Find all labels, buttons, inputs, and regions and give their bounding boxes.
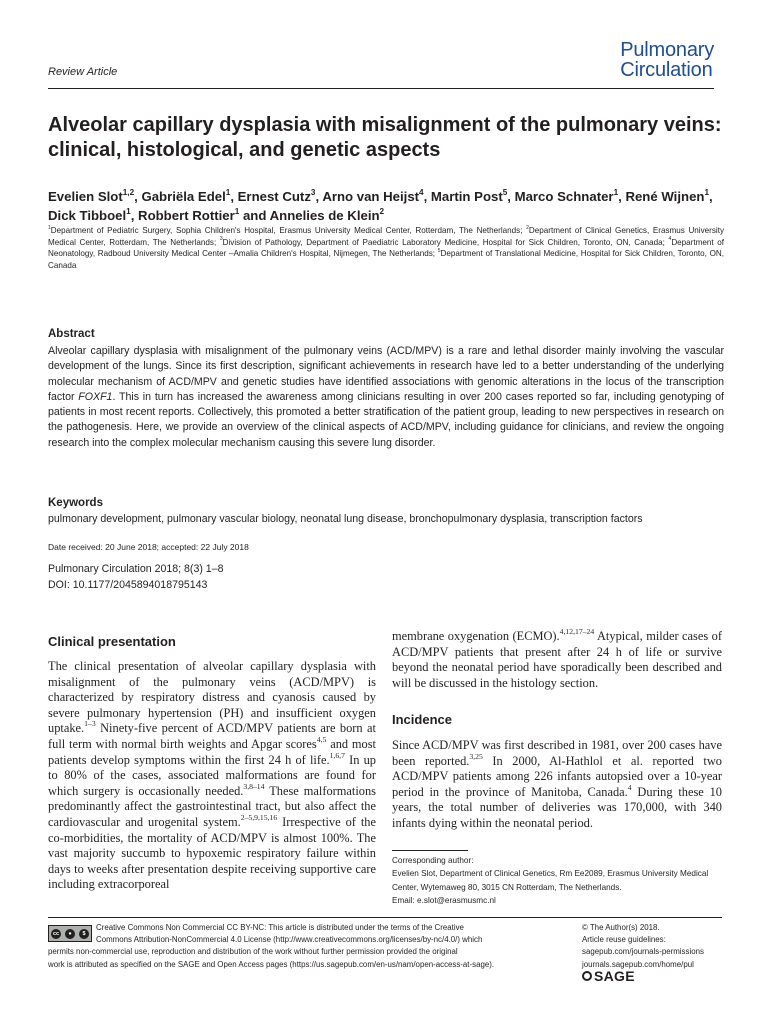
- author-name: Evelien Slot: [48, 189, 123, 204]
- sage-mark-icon: [582, 971, 592, 981]
- header-divider: [48, 88, 714, 89]
- reference-citation[interactable]: 1,6,7: [329, 750, 345, 760]
- author-affiliation-ref: 1: [126, 206, 131, 216]
- author-separator: and: [239, 208, 270, 223]
- body-text-run: Since ACD/MPV was first described in 1981, over 200 cases have been reported.: [392, 738, 722, 768]
- author-separator: ,: [315, 189, 323, 204]
- abstract-gene-name: FOXF1: [78, 390, 113, 403]
- author-affiliation-ref: 5: [502, 187, 508, 197]
- reference-citation[interactable]: 4: [627, 782, 632, 792]
- reference-citation[interactable]: 1–3: [84, 719, 96, 729]
- citation-doi: DOI: 10.1177/2045894018795143: [48, 579, 208, 591]
- abstract-text-part1: Alveolar capillary dysplasia with misalignment of the pulmonary veins (ACD/MPV) is a rare and lethal disorder mainly involving the vascular development of the lungs. Since its first description, significant achievements in research have led to a better understanding of the underlying molecular mechanism of ACD/MPV and genetic studies have identified associations with genomic alterations in the locus of the transcription factor: [48, 345, 724, 403]
- article-title: Alveolar capillary dysplasia with misalignment of the pulmonary veins: clinical, histological, and genetic aspects: [48, 114, 722, 161]
- author-name: Robbert Rottier: [138, 208, 235, 223]
- affiliation-text: Division of Pathology, Department of Paediatric Laboratory Medicine, Hospital for Sick Children, Toronto, ON, Canada;: [222, 237, 669, 247]
- keywords-heading: Keywords: [48, 497, 103, 509]
- journal-name-line2: Circulation: [620, 59, 713, 81]
- author-separator: ,: [618, 189, 626, 204]
- corresponding-label: Corresponding author:: [392, 856, 474, 865]
- author-affiliation-ref: 1: [704, 187, 709, 197]
- clinical-presentation-text: [48, 659, 376, 893]
- author-separator: ,: [709, 189, 713, 204]
- affiliations: [48, 225, 724, 271]
- section-heading-incidence: Incidence: [392, 712, 452, 727]
- corresponding-divider: [392, 850, 468, 851]
- author-separator: ,: [230, 189, 238, 204]
- affiliation-number: 1: [48, 224, 51, 231]
- abstract-text: [48, 344, 724, 451]
- affiliation-text: Department of Translational Medicine, Hospital for Sick Children, Toronto, ON, Canada: [48, 249, 724, 270]
- license-line-1: Creative Commons Non Commercial CC BY-NC: This article is distributed under the terms of the Creative: [96, 923, 464, 932]
- reference-citation[interactable]: 4,5: [316, 735, 327, 745]
- journal-link[interactable]: journals.sagepub.com/home/pul: [582, 959, 694, 969]
- reference-citation[interactable]: 3,8–14: [243, 781, 265, 791]
- author-affiliation-ref: 1: [234, 206, 240, 216]
- author-name: Dick Tibboel: [48, 208, 127, 223]
- author-affiliation-ref: 1: [613, 187, 619, 197]
- affiliation-number: 3: [219, 236, 223, 243]
- cc-icon: cc: [52, 930, 60, 937]
- author-separator: ,: [423, 189, 431, 204]
- body-text-run: Irrespective of the co-morbidities, the mortality of ACD/MPV is almost 100%. The vast majority succumb to hypoxemic respiratory failure within days to weeks after presentation despite receiving supportive care including extracorporeal: [48, 814, 376, 892]
- author-name: Ernest Cutz: [237, 189, 311, 204]
- body-text-run: In up to 80% of the cases, associated malformations are found for which surgery is occasionally needed.: [48, 752, 376, 798]
- reference-citation[interactable]: 3,25: [469, 751, 483, 761]
- affiliation-number: 2: [526, 224, 529, 231]
- author-separator: ,: [134, 189, 142, 204]
- corresponding-email[interactable]: Email: e.slot@erasmusmc.nl: [392, 895, 496, 905]
- author-separator: ,: [507, 189, 515, 204]
- article-type: Review Article: [48, 66, 118, 78]
- reference-citation[interactable]: 2–5,9,15,16: [240, 813, 278, 823]
- author-name: Arno van Heijst: [322, 189, 420, 204]
- author-affiliation-ref: 1,2: [122, 187, 135, 197]
- publisher-info: [582, 922, 722, 971]
- abstract-text-part2: . This in turn has increased the awareness among clinicians resulting in over 200 cases reported so far, including genotyping of patients in most recent reports. Collectively, this promoted a better stratification of the patient group, leading to new perspectives in research on the pathogenesis. Here, we provide an overview of the clinical aspects of ACD/MPV, including guidance for clinicians, and review the ongoing research into the complex molecular mechanism causing this severe lung disorder.: [48, 390, 724, 449]
- date-received: Date received: 20 June 2018; accepted: 22 July 2018: [48, 542, 249, 552]
- nc-icon: $: [79, 929, 89, 939]
- journal-logo: [620, 40, 714, 80]
- affiliation-text: Department of Neonatology, Radboud University Medical Center –Amalia Children's Hospital, Nijmegen, The Netherlands;: [48, 237, 724, 259]
- author-name: Gabriëla Edel: [141, 189, 226, 204]
- corresponding-address: Evelien Slot, Department of Clinical Genetics, Rm Ee2089, Erasmus University Medical Center, Wytemaweg 80, 3015 CN Rotterdam, The Netherlands.: [392, 869, 709, 892]
- author-affiliation-ref: 4: [419, 187, 424, 197]
- affiliation-text: Department of Clinical Genetics, Erasmus University Medical Center, Rotterdam, The Netherlands;: [48, 226, 724, 247]
- author-list: [48, 187, 728, 225]
- author-name: René Wijnen: [625, 189, 705, 204]
- author-name: Martin Post: [430, 189, 503, 204]
- author-name: Marco Schnater: [514, 189, 614, 204]
- incidence-text: [392, 738, 722, 832]
- section-heading-clinical: Clinical presentation: [48, 634, 176, 649]
- body-text-run: The clinical presentation of alveolar capillary dysplasia with misalignment of the pulmonary veins (ACD/MPV) is characterized by respiratory distress and cyanosis caused by severe pulmonary hypertension (PH) and insufficient oxygen uptake.: [48, 659, 376, 736]
- body-text-run: Ninety-five percent of ACD/MPV patients are born at full term with normal birth weights and Apgar scores: [48, 721, 376, 751]
- publisher-name: SAGE: [594, 968, 635, 984]
- author-separator: ,: [130, 208, 139, 223]
- ecmo-continuation-text: [392, 629, 722, 691]
- affiliation-text: Department of Pediatric Surgery, Sophia Children's Hospital, Erasmus University Medical Center, Rotterdam, The Netherlands;: [50, 226, 527, 235]
- body-text-run: and most patients develop symptoms within the first 24 h of life.: [48, 736, 377, 767]
- body-text-run: During these 10 years, the total number of deliveries was 170,000, with 340 infants dying within the neonatal period.: [392, 784, 722, 830]
- author-name: Annelies de Klein: [269, 208, 380, 223]
- abstract-heading: Abstract: [48, 328, 95, 340]
- author-affiliation-ref: 2: [379, 206, 385, 216]
- reuse-label: Article reuse guidelines:: [582, 935, 666, 945]
- sage-logo: [582, 968, 635, 984]
- license-line-4[interactable]: work is attributed as specified on the SAGE and Open Access pages (https://us.sagepub.com/en-us/nam/open-access-at-sage).: [48, 959, 495, 969]
- by-icon: ●: [65, 929, 75, 939]
- author-affiliation-ref: 1: [225, 187, 231, 197]
- body-text-run: Atypical, milder cases of ACD/MPV patients that present after 24 h of life or survive beyond the neonatal period have sporadically been described and will be discussed in the histology section.: [392, 629, 722, 690]
- keywords-text: pulmonary development, pulmonary vascular biology, neonatal lung disease, bronchopulmonary dysplasia, transcription factors: [48, 513, 643, 525]
- journal-name-line1: Pulmonary: [620, 39, 714, 61]
- citation-journal: Pulmonary Circulation 2018; 8(3) 1–8: [48, 563, 224, 575]
- citation-block: [48, 561, 223, 593]
- copyright: © The Author(s) 2018.: [582, 923, 660, 932]
- license-line-2[interactable]: Commons Attribution-NonCommercial 4.0 License (http://www.creativecommons.org/licenses/by-nc/4.0/) which: [96, 935, 483, 945]
- license-text: [48, 922, 576, 971]
- corresponding-author: [392, 854, 724, 907]
- author-affiliation-ref: 3: [310, 187, 316, 197]
- reference-citation[interactable]: 4,12,17–24: [559, 627, 595, 637]
- body-text-run: These malformations predominantly affect the gastrointestinal tract, but also affect the cardiovascular and urogenital system.: [48, 783, 376, 829]
- reuse-link[interactable]: sagepub.com/journals-permissions: [582, 947, 704, 957]
- body-text-run: In 2000, Al-Hathlol et al. reported two ACD/MPV patients among 226 infants autopsied over a 10-year period in the province of Manitoba, Canada.: [392, 753, 722, 799]
- affiliation-number: 5: [437, 248, 441, 254]
- footer-divider: [48, 917, 722, 918]
- affiliation-number: 4: [668, 236, 672, 243]
- body-text-run: membrane oxygenation (ECMO).: [392, 629, 560, 643]
- license-line-3: permits non-commercial use, reproduction and distribution of the work without further permission provided the original: [48, 947, 458, 957]
